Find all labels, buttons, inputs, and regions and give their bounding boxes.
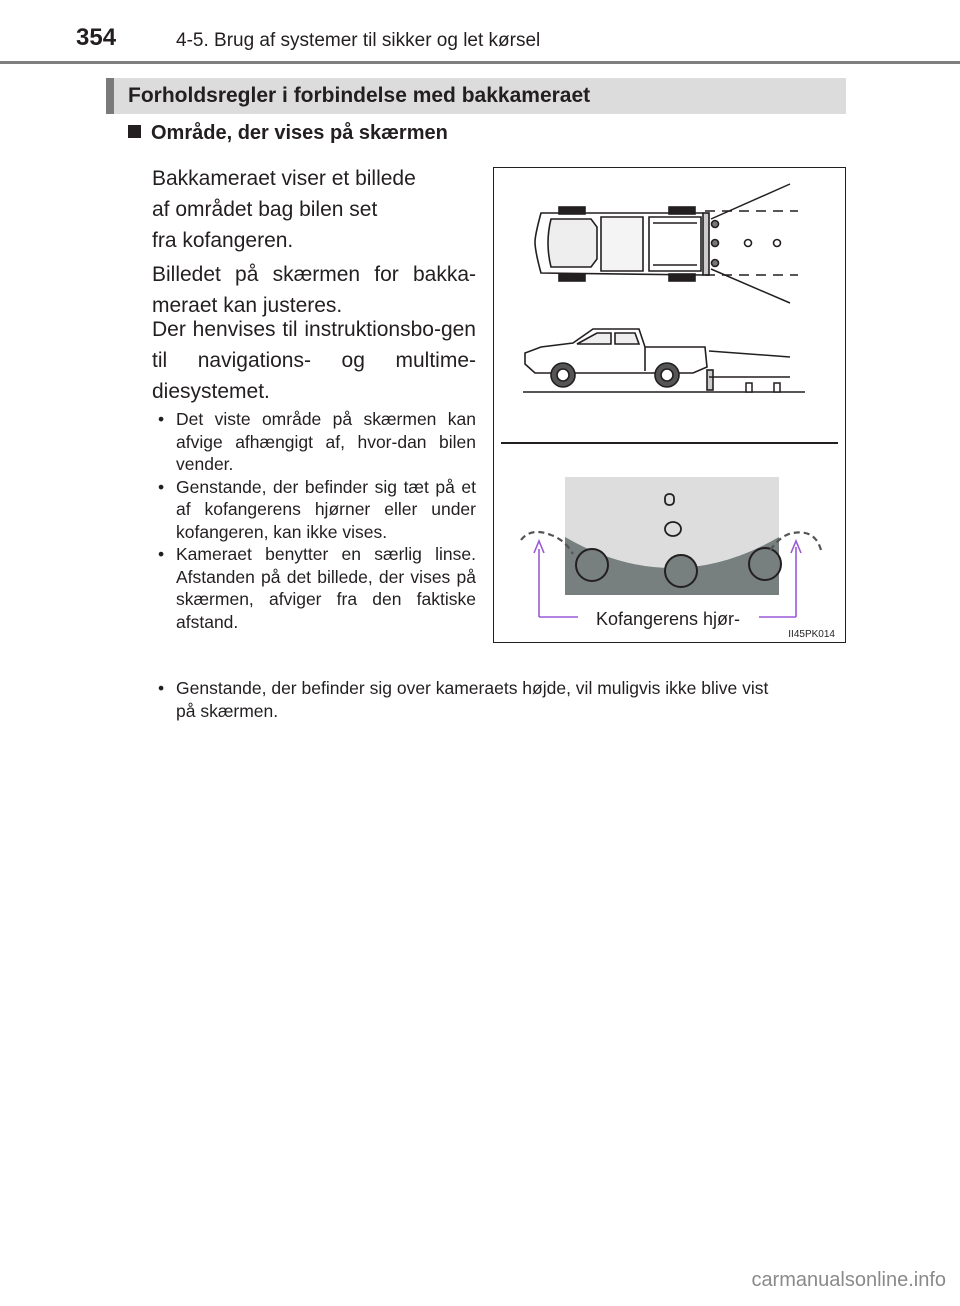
chapter-title: 4-5. Brug af systemer til sikker og let kørsel [176, 30, 541, 51]
truck-top-view-icon [535, 207, 709, 281]
note-item: • Kameraet benytter en særlig linse. Afstanden på det billede, der vises på skærmen, afviger fra den faktiske afstand. [152, 543, 476, 633]
watermark: carmanualsonline.info [751, 1269, 946, 1291]
page-number: 354 [76, 24, 117, 51]
intro-paragraph [152, 163, 472, 256]
callout-label: Kofangerens hjør- [595, 609, 741, 629]
notes-list [152, 408, 476, 633]
subsection-heading [128, 122, 448, 145]
square-bullet-icon [128, 125, 141, 138]
figure-illustration [493, 167, 846, 643]
intro-line-2: af området bag bilen set [152, 198, 378, 221]
adjust-paragraph: Billedet på skærmen for bakka-meraet kan justeres. [152, 263, 476, 317]
note-item: • Genstande, der befinder sig over kameraets højde, vil muligvis ikke blive vist på skærmen. [152, 677, 792, 722]
figure-code: II45PK014 [788, 629, 835, 640]
section-title: Forholdsregler i forbindelse med bakkameraet [128, 84, 591, 107]
intro-line-3: fra kofangeren. [152, 229, 294, 252]
note-item: • Det viste område på skærmen kan afvige afhængigt af, hvor-dan bilen vender. [152, 408, 476, 476]
section-heading-band [106, 78, 846, 114]
reference-paragraph: Der henvises til instruktionsbo-gen til navigations- og multime-diesystemet. [152, 318, 476, 403]
camera-area-figure [493, 167, 846, 643]
intro-line-1: Bakkameraet viser et billede [152, 167, 416, 190]
note-item: • Genstande, der befinder sig tæt på et af kofangerens hjørner eller under kofangeren, kan ikke vises. [152, 476, 476, 544]
subsection-title: Område, der vises på skærmen [151, 122, 448, 144]
header-divider [0, 61, 960, 64]
notes-list-continued [152, 677, 792, 722]
